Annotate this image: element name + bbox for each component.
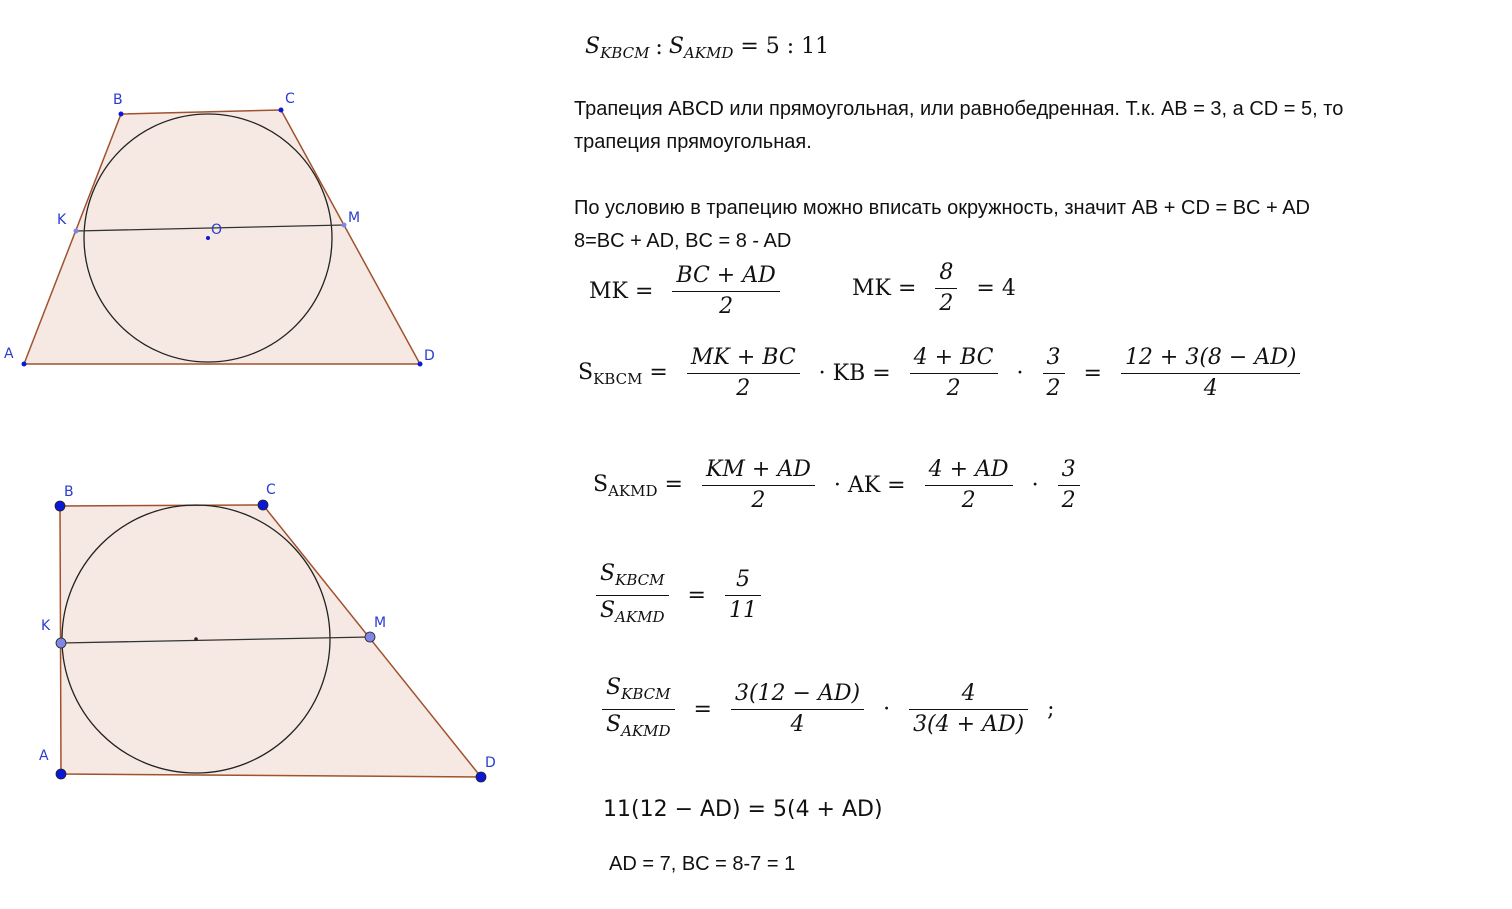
point-m-1 <box>342 223 347 228</box>
formula-mk-value: MK = $\frac{8}{2}$ = 4 <box>852 260 1016 316</box>
ratio-statement: $S_{KBCM}$ : $S_{AKMD} = 5$ : 11 <box>585 34 830 62</box>
point-a-1 <box>22 362 27 367</box>
trapezoid-abcd-2 <box>60 505 481 777</box>
point-k-1 <box>74 229 79 234</box>
label-c-1: C <box>285 91 295 107</box>
formula-ratio-1: $\frac{S_{KBCM}}{S_{AKMD}}$ = $\frac{5}{11}$ <box>590 559 767 632</box>
point-m-2 <box>365 632 375 642</box>
trapezoid-diagram-2 <box>0 470 520 800</box>
paragraph-trapezoid-type: Трапеция ABCD или прямоугольная, или равнобедренная. Т.к. AB = 3, а CD = 5, то трапеция прямоугольная. <box>574 98 1344 153</box>
point-b-2 <box>55 501 65 511</box>
label-d-1: D <box>424 348 435 364</box>
label-o-1: O <box>211 222 223 238</box>
label-k-1: K <box>57 212 67 228</box>
point-c-2 <box>258 500 268 510</box>
equation-solve: 11(12 − AD) = 5(4 + AD) <box>603 797 883 822</box>
label-b-1: B <box>113 92 123 108</box>
point-o-1 <box>206 236 210 240</box>
answer-line: AD = 7, BC = 8-7 = 1 <box>609 853 796 875</box>
label-d-2: D <box>485 755 496 771</box>
label-b-2: B <box>64 484 74 500</box>
point-k-2 <box>56 638 66 648</box>
point-b-1 <box>119 112 124 117</box>
formula-ratio-2: $\frac{S_{KBCM}}{S_{AKMD}}$ = $\frac{3(12 - AD)}{4}$ · $\frac{4}{3(4 + AD)}$ ; <box>596 673 1061 746</box>
formula-mk: MK = $\frac{BC + AD}{2}$ <box>583 261 786 322</box>
paragraph-inscribed-condition: По условию в трапецию можно вписать окружность, значит AB + CD = BC + AD 8=BC + AD, BC = 8 - AD <box>574 197 1310 252</box>
trapezoid-diagram-1 <box>0 80 470 390</box>
label-c-2: C <box>266 482 276 498</box>
point-d-2 <box>476 772 486 782</box>
point-c-1 <box>279 108 284 113</box>
point-a-2 <box>56 769 66 779</box>
label-a-2: A <box>39 748 49 764</box>
label-a-1: A <box>4 346 14 362</box>
label-m-1: M <box>348 210 361 226</box>
point-o-2 <box>194 637 198 641</box>
formula-s-akmd: $S_{AKMD}$ = $\frac{KM + AD}{2}$ · AK = $\frac{4 + AD}{2}$ · $\frac{3}{2}$ <box>587 455 1086 516</box>
formula-s-kbcm: $S_{KBCM}$ = $\frac{MK + BC}{2}$ · KB = $\frac{4 + BC}{2}$ · $\frac{3}{2}$ = $\frac{12 + 3(8 - AD)}{4}$ <box>572 343 1306 404</box>
point-d-1 <box>418 362 423 367</box>
label-k-2: K <box>41 618 51 634</box>
label-m-2: M <box>374 615 387 631</box>
